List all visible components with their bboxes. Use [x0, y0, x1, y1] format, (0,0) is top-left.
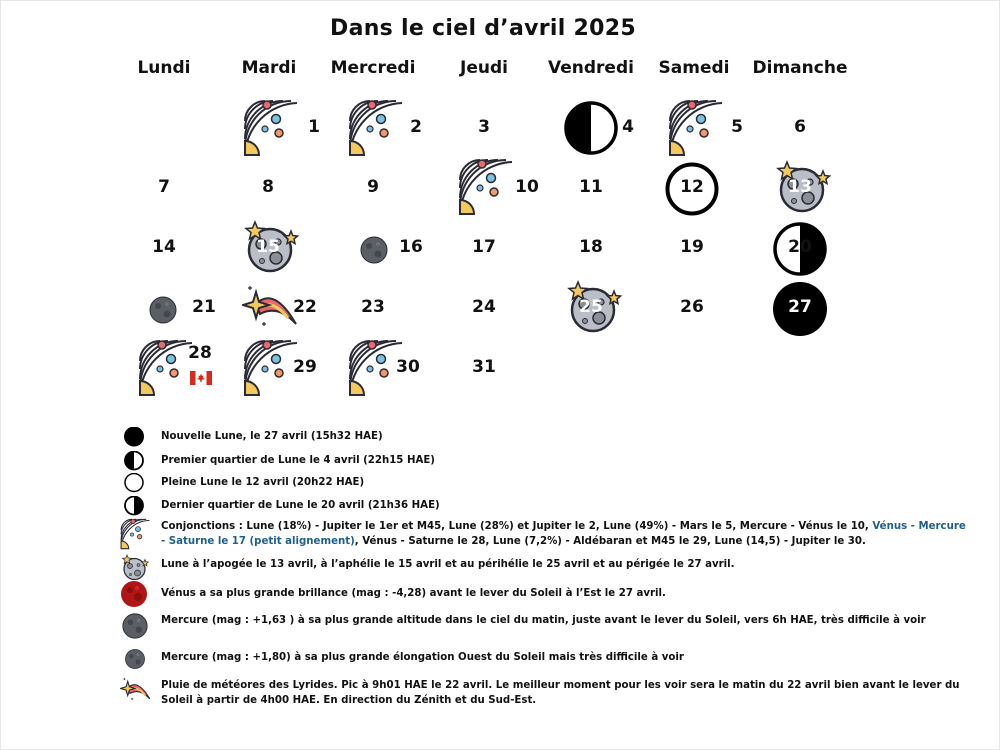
date-17: 17 — [472, 237, 496, 257]
date-16: 16 — [399, 237, 423, 257]
meteor-icon — [120, 676, 150, 702]
legend-mercury-altitude — [120, 612, 980, 642]
date-19: 19 — [680, 237, 704, 257]
date-1: 1 — [308, 117, 320, 137]
legend-full-moon — [120, 473, 980, 493]
header-mercredi: Mercredi — [330, 58, 416, 78]
legend-text: Nouvelle Lune, le 27 avril (15h32 HAE) — [161, 431, 383, 442]
mercury-icon — [120, 648, 150, 674]
date-22: 22 — [293, 297, 317, 317]
date-7: 7 — [158, 177, 170, 197]
date-29: 29 — [293, 357, 317, 377]
page-title: Dans le ciel d’avril 2025 — [330, 16, 636, 41]
legend-text: Pleine Lune le 12 avril (20h22 HAE) — [161, 477, 365, 488]
legend-apogee — [120, 554, 980, 580]
legend-text: Mercure (mag : +1,80) à sa plus grande élongation Ouest du Soleil mais très difficile à voir — [161, 652, 684, 663]
date-25: 25 — [579, 297, 603, 317]
date-15: 15 — [256, 237, 280, 257]
date-31: 31 — [472, 357, 496, 377]
date-20: 20 — [788, 237, 812, 257]
date-11: 11 — [579, 177, 603, 197]
legend-venus — [120, 580, 980, 608]
header-lundi: Lundi — [137, 58, 191, 78]
header-mardi: Mardi — [241, 58, 297, 78]
date-26: 26 — [680, 297, 704, 317]
header-jeudi: Jeudi — [460, 58, 508, 78]
date-3: 3 — [478, 117, 490, 137]
date-5: 5 — [731, 117, 743, 137]
legend-mercury-elongation — [120, 648, 980, 670]
date-18: 18 — [579, 237, 603, 257]
mercury-icon — [148, 295, 178, 325]
date-28: 28 — [188, 343, 212, 363]
header-dimanche: Dimanche — [752, 58, 848, 78]
date-30: 30 — [396, 357, 420, 377]
date-10: 10 — [515, 177, 539, 197]
legend-text: Mercure (mag : +1,63 ) à sa plus grande altitude dans le ciel du matin, juste avant le lever du Soleil, vers 6h HAE, très difficile à voir — [161, 615, 926, 626]
legend-text: Conjonctions : Lune (18%) - Jupiter le 1er et M45, Lune (28%) et Jupiter le 2, Lune (49%) - Mars le 5, Mercure - Vénus le 10, Vénus - Mercure - Saturne le 17 (petit alignement), Vénus - Saturne le 28, Lune (7,2%) - Aldébaran et M45 le 29, Lune (14,5) - Jupiter le 30. — [161, 521, 966, 547]
date-13: 13 — [788, 177, 812, 197]
header-vendredi: Vendredi — [548, 58, 634, 78]
moon-stars-icon — [120, 554, 150, 580]
legend-first-quarter — [120, 451, 980, 471]
date-6: 6 — [794, 117, 806, 137]
date-8: 8 — [262, 177, 274, 197]
header-samedi: Samedi — [658, 58, 730, 78]
date-23: 23 — [361, 297, 385, 317]
conjunction-icon — [120, 518, 150, 544]
legend-text: Vénus a sa plus grande brillance (mag : -4,28) avant le lever du Soleil à l’Est le 27 avril. — [161, 588, 666, 599]
legend-text: Lune à l’apogée le 13 avril, à l’aphélie le 15 avril et au périhélie le 25 avril et au périgée le 27 avril. — [161, 559, 735, 570]
date-14: 14 — [152, 237, 176, 257]
canada-flag-icon — [190, 371, 212, 385]
legend-text: Premier quartier de Lune le 4 avril (22h15 HAE) — [161, 455, 435, 466]
date-21: 21 — [192, 297, 216, 317]
mercury-icon — [120, 612, 150, 638]
date-27: 27 — [788, 297, 812, 317]
legend-conjunctions — [120, 518, 980, 552]
legend-new-moon — [120, 427, 980, 447]
new-moon-icon — [120, 427, 150, 453]
legend-text: Pluie de météores des Lyrides. Pic à 9h01 HAE le 22 avril. Le meilleur moment pour les voir sera le matin du 22 avril bien avant le lever du Soleil à partir de 4h00 HAE. En direction du Zénith et du Sud-Est. — [161, 680, 960, 706]
date-24: 24 — [472, 297, 496, 317]
legend-lyrids — [120, 676, 980, 708]
mercury-icon — [359, 235, 389, 265]
date-9: 9 — [367, 177, 379, 197]
conjunction-icon — [243, 99, 298, 157]
legend-text: Dernier quartier de Lune le 20 avril (21h36 HAE) — [161, 500, 440, 511]
date-4: 4 — [622, 117, 634, 137]
date-12: 12 — [680, 177, 704, 197]
venus-icon — [120, 580, 150, 606]
date-2: 2 — [410, 117, 422, 137]
legend-last-quarter — [120, 496, 980, 516]
